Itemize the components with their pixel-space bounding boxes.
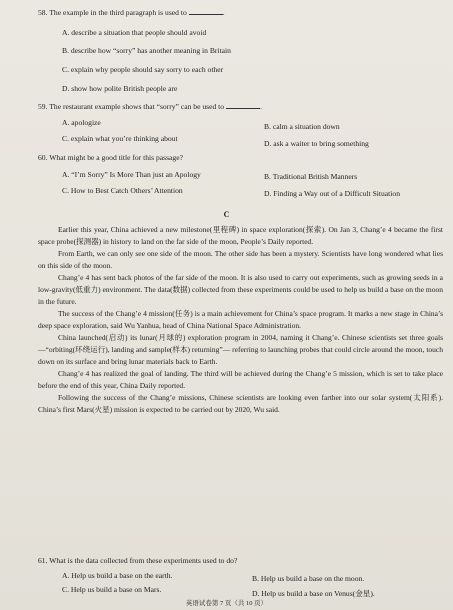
q58-option-c: C. explain why people should say sorry to each other [62,65,224,74]
passage-paragraph: Following the success of the Chang’e missions, Chinese scientists are looking even farther into our solar system(太阳系). China’s first Mars(火星) mission is expected to be carried out by 2020, Wu said. [38,393,443,414]
passage-paragraph: Chang’e 4 has realized the goal of landing. The third will be achieved during the Chang’e 5 mission, which is set to take place before the end of this year, China Daily reported. [38,369,443,390]
q58-stem: 58. The example in the third paragraph is used to . [38,8,225,17]
q58-option-a: A. describe a situation that people should avoid [62,28,207,37]
q59-stem-text: 59. The restaurant example shows that “sorry” can be used to [38,102,225,111]
q59-option-c: C. explain what you’re thinking about [62,134,178,143]
q61-option-a: A. Help us build a base on the earth. [62,571,173,580]
passage-paragraph: China launched(启动) its lunar(月球的) exploration program in 2004, naming it Chang’e. Chinese scientists set three goals —“orbiting(环绕运行), landing and sample(样本) returning”— referring to launching probes that could circle around the moon, touch down on its surface and bring lunar materials back to Earth. [38,333,443,366]
q58-stem-text: 58. The example in the third paragraph is used to [38,8,187,17]
passage-paragraph: Chang’e 4 has sent back photos of the far side of the moon. It is also used to carry out experiments, such as growing seeds in a low-gravity(低重力) environment. The data(数据) collected from these experiments could be used to help us build a base on the moon in the future. [38,273,443,306]
q60-stem: 60. What might be a good title for this passage? [38,153,183,162]
q58-option-d: D. show how polite British people are [62,84,178,93]
q61-option-c: C. Help us build a base on Mars. [62,585,162,594]
q61-option-b: B. Help us build a base on the moon. [252,574,365,583]
q58-option-b: B. describe how “sorry” has another meaning in Britain [62,46,231,55]
passage [38,224,443,416]
q59-option-d: D. ask a waiter to bring something [264,139,369,148]
q59-stem: 59. The restaurant example shows that “sorry” can be used to . [38,102,262,111]
q61-stem: 61. What is the data collected from these experiments used to do? [38,556,238,565]
passage-paragraph: From Earth, we can only see one side of the moon. The other side has been a mystery. Scientists have long wondered what lies on this side of the moon. [38,249,443,270]
q60-option-a: A. “I’m Sorry” Is More Than just an Apology [62,170,201,179]
q59-option-b: B. calm a situation down [264,122,340,131]
section-heading: C [223,210,230,219]
passage-paragraph: The success of the Chang’e 4 mission(任务) is a main achievement for China’s space program. It marks a new stage in China’s deep space exploration, said Wu Yanhua, head of China National Space Administration. [38,309,443,330]
q60-option-b: B. Traditional British Manners [264,172,358,181]
page-footer: 英语试卷第 7 页（共 10 页） [185,600,268,607]
q59-option-a: A. apologize [62,118,101,127]
answer-blank [189,8,223,15]
q60-option-d: D. Finding a Way out of a Difficult Situation [264,189,400,198]
q60-option-c: C. How to Best Catch Others’ Attention [62,186,183,195]
answer-blank [226,102,260,109]
passage-paragraph: Earlier this year, China achieved a new milestone(里程碑) in space exploration(探索). On Jan 3, Chang’e 4 became the first space probe(探测器) in history to land on the far side of the moon, People’s Daily reported. [38,225,443,246]
q61-option-d: D. Help us build a base on Venus(金星). [252,589,375,598]
